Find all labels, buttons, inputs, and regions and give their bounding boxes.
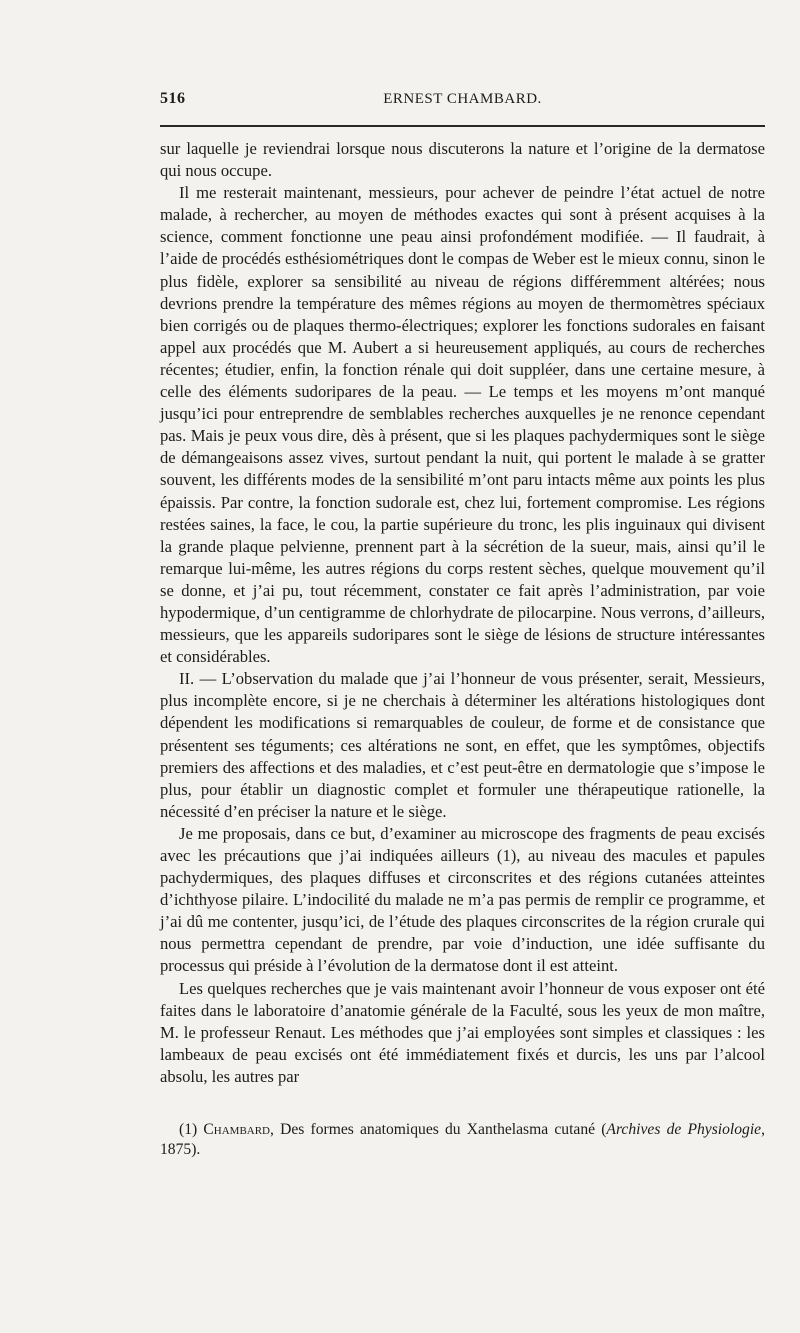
page-number: 516	[160, 90, 186, 107]
paragraph: Les quelques recherches que je vais maintenant avoir l’honneur de vous exposer ont été faites dans le laboratoire d’anatomie générale de la Faculté, sous les yeux de mon maître, M. le professeur Renaut. Les méthodes que j’ai employées sont simples et classiques : les lambeaux de peau excisés ont été immédiatement fixés et durcis, les uns par l’alcool absolu, les autres par	[160, 978, 765, 1086]
paragraph: sur laquelle je reviendrai lorsque nous discuterons la nature et l’origine de la dermatose qui nous occupe.	[160, 139, 765, 181]
paragraph: Il me resterait maintenant, messieurs, pour achever de peindre l’état actuel de notre malade, à rechercher, au moyen de méthodes exactes qui sont à présent acquises à la science, comment fonctionne une peau ainsi profondément modifiée. — Il faudrait, à l’aide de procédés esthésiométriques dont le compas de Weber est le mieux connu, sinon le plus fidèle, explorer sa sensibilité au niveau de régions différemment altérées; nous devrions prendre la température des mêmes régions au moyen de thermomètres spéciaux bien corrigés ou de plaques thermo-électriques; explorer les fonctions sudorales en faisant appel aux procédés que M. Aubert a si heureusement appliqués, au cours de recherches récentes; étudier, enfin, la fonction rénale qui doit suppléer, dans une certaine mesure, à celle des éléments sudoripares de la peau. — Le temps et les moyens m’ont manqué jusqu’ici pour entreprendre de semblables recherches auxquelles je ne renonce cependant pas. Mais je peux vous dire, dès à présent, que si les plaques pachydermiques sont le siège de démangeaisons assez vives, surtout pendant la nuit, qui portent le malade à se gratter souvent, les différents modes de la sensibilité m’ont paru intacts même aux points les plus épaissis. Par contre, la fonction sudorale est, chez lui, fortement compromise. Les régions restées saines, la face, le cou, la partie supérieure du tronc, les plis inguinaux qui divisent la grande plaque pelvienne, prennent part à la sécrétion de la sueur, mais, ainsi qu’il le remarque lui-même, les autres régions du corps restent sèches, quelque mouvement qu’il se donne, et j’ai pu, tout récemment, constater ce fait après l’administration, par voie hypodermique, d’un centigramme de chlorhydrate de pilocarpine. Nous verrons, d’ailleurs, messieurs, que les appareils sudoripares sont le siège de lésions de structure intéressantes et considérables.	[160, 183, 765, 667]
running-title: ERNEST CHAMBARD.	[383, 91, 542, 107]
footnote	[160, 1120, 765, 1160]
footnote-text: , Des formes anatomiques du Xanthelasma cutané (	[270, 1121, 607, 1138]
body-text	[160, 138, 765, 1088]
page-header	[160, 90, 765, 114]
footnote-marker: (1)	[179, 1121, 198, 1138]
header-rule	[160, 125, 765, 127]
paragraph: II. — L’observation du malade que j’ai l’honneur de vous présenter, serait, Messieurs, plus incomplète encore, si je ne cherchais à déterminer les altérations histologiques dont dépendent les modifications si remarquables de couleur, de forme et de consistance que présentent ses téguments; ces altérations ne sont, en effet, que les symptômes, objectifs premiers des affections et des maladies, et c’est peut-être en dermatologie que s’impose le plus, pour établir un diagnostic complet et formuler une thérapeutique rationelle, la nécessité d’en préciser la nature et le siège.	[160, 669, 765, 821]
paragraph: Je me proposais, dans ce but, d’examiner au microscope des fragments de peau excisés avec les précautions que j’ai indiquées ailleurs (1), au niveau des macules et papules pachydermiques, des plaques diffuses et circonscrites et des régions cutanées atteintes d’ichthyose pilaire. L’indocilité du malade ne m’a pas permis de remplir ce programme, et j’ai dû me contenter, jusqu’ici, de l’étude des plaques circonscrites de la région crurale qui nous permettra cependant de prendre, par voie d’induction, une idée suffisante du processus qui préside à l’évolution de la dermatose dont il est atteint.	[160, 823, 765, 976]
footnote-author: Chambard	[203, 1121, 271, 1138]
footnote-journal: Archives de Physiologie	[606, 1121, 762, 1138]
footnote-year: , 1875).	[160, 1121, 766, 1158]
